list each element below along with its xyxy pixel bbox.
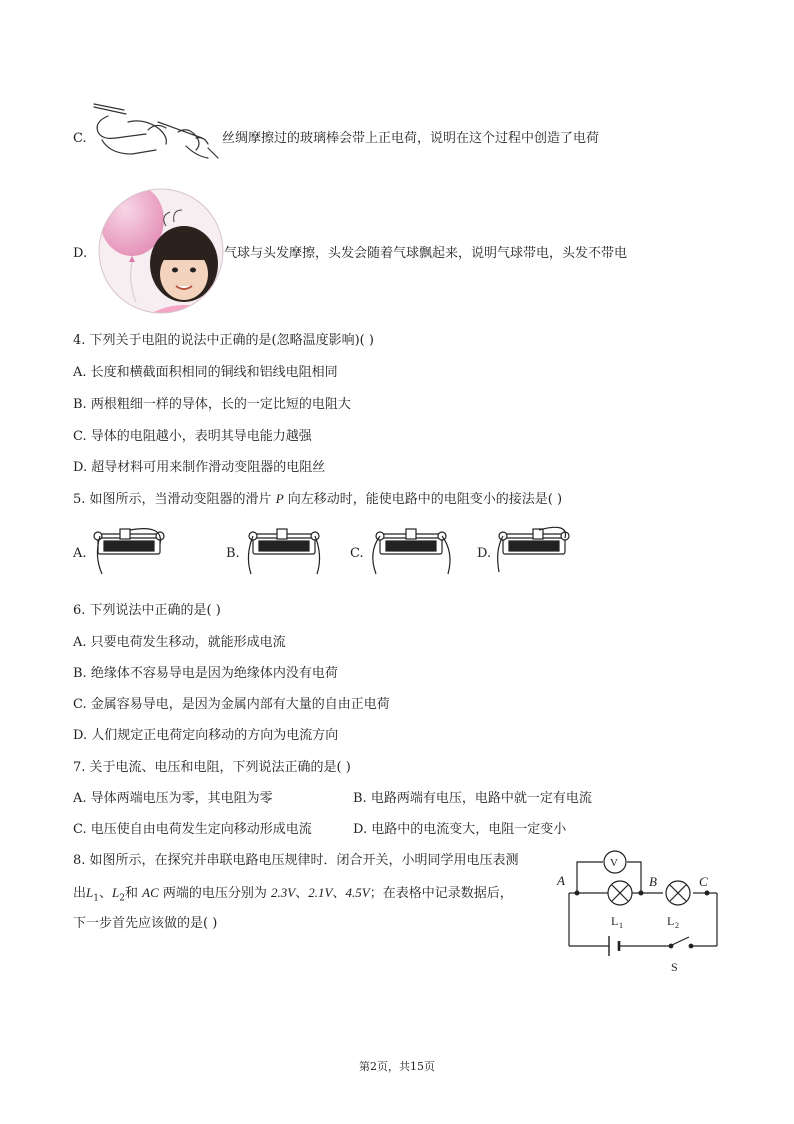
q4-option-a: A. 长度和横截面积相同的铜线和铝线电阻相同	[73, 365, 338, 380]
q8-sep-3: 、	[332, 886, 346, 901]
q8-v1: 2.3V	[271, 885, 296, 900]
q8-line-1: 8. 如图所示，在探究并串联电路电压规律时．闭合开关，小明同学用电压表测	[73, 853, 519, 868]
q6-option-b: B. 绝缘体不容易导电是因为绝缘体内没有电荷	[73, 666, 338, 681]
q6-option-c: C. 金属容易导电，是因为金属内部有大量的自由正电荷	[73, 697, 390, 712]
q8-v3: 4.5V	[345, 885, 370, 900]
q8-sep-2: 、	[295, 886, 309, 901]
page-number-footer: 第2页，共15页	[359, 1060, 435, 1073]
rheostat-diagram-c	[368, 524, 458, 576]
q3-option-d-label: D.	[73, 246, 88, 261]
rheostat-diagram-b	[245, 524, 325, 576]
lamp-1-sub: 1	[619, 921, 623, 930]
switch-label: S	[671, 960, 678, 974]
q7-stem: 7. 关于电流、电压和电阻，下列说法正确的是( )	[73, 760, 351, 775]
q7-option-d: D. 电路中的电流变大，电阻一定变小	[353, 822, 567, 837]
circuit-label-a: A	[557, 873, 565, 888]
voltmeter-label: V	[610, 857, 618, 869]
lamp-2-sub: 2	[675, 921, 679, 930]
q8-line-2	[73, 885, 513, 907]
q6-option-a: A. 只要电荷发生移动，就能形成电流	[73, 635, 286, 650]
q5-option-c-label: C.	[350, 546, 364, 561]
q4-option-b: B. 两根粗细一样的导体，长的一定比短的电阻大	[73, 397, 351, 412]
lamp-2-label: L	[667, 914, 675, 928]
q8-l2: L	[112, 885, 120, 900]
q3-option-d-text: 气球与头发摩擦，头发会随着气球飘起来，说明气球带电，头发不带电	[224, 246, 628, 261]
q4-option-d: D. 超导材料可用来制作滑动变阻器的电阻丝	[73, 460, 326, 475]
q5-option-d-label: D.	[477, 546, 492, 561]
q5-slider-variable: P	[275, 491, 284, 506]
q5-stem-part-b: 向左移动时，能使电路中的电阻变小的接法是( )	[287, 492, 563, 507]
series-circuit-diagram	[555, 848, 725, 978]
q7-option-c: C. 电压使自由电荷发生定向移动形成电流	[73, 822, 312, 837]
q8-prefix: 出	[73, 886, 87, 901]
balloon-girl-photo	[96, 186, 226, 316]
q8-suffix: ；在表格中记录数据后，	[369, 886, 513, 901]
q3-option-c-label: C.	[73, 131, 87, 146]
q8-ac: AC	[142, 885, 159, 900]
q4-stem: 4. 下列关于电阻的说法中正确的是(忽略温度影响)( )	[73, 333, 374, 348]
q8-l1: L	[86, 885, 94, 900]
circuit-label-c: C	[699, 874, 708, 889]
q5-stem	[73, 491, 562, 508]
q8-l2-sub: 2	[119, 893, 125, 904]
q8-and: 和	[124, 886, 138, 901]
q8-mid: 两端的电压分别为	[162, 886, 267, 901]
rheostat-diagram-a	[90, 524, 170, 576]
circuit-label-b: B	[649, 874, 657, 889]
q7-option-b: B. 电路两端有电压，电路中就一定有电流	[353, 791, 592, 806]
q5-stem-part-a: 5. 如图所示，当滑动变阻器的滑片	[73, 492, 272, 507]
lamp-1-label: L	[611, 914, 619, 928]
q4-option-c: C. 导体的电阻越小，表明其导电能力越强	[73, 429, 312, 444]
q8-line-3: 下一步首先应该做的是( )	[73, 916, 218, 931]
q6-option-d: D. 人们规定正电荷定向移动的方向为电流方向	[73, 728, 339, 743]
q5-option-b-label: B.	[226, 546, 240, 561]
q6-stem: 6. 下列说法中正确的是( )	[73, 603, 221, 618]
q8-l1-sub: 1	[93, 893, 99, 904]
q5-option-a-label: A.	[73, 546, 87, 561]
q7-option-a: A. 导体两端电压为零，其电阻为零	[73, 791, 273, 806]
rubbing-glass-rod-illustration	[88, 100, 220, 170]
q3-option-c-text: 丝绸摩擦过的玻璃棒会带上正电荷，说明在这个过程中创造了电荷	[222, 131, 600, 146]
q8-sep: 、	[98, 886, 112, 901]
q8-v2: 2.1V	[308, 885, 333, 900]
rheostat-diagram-d	[495, 524, 575, 576]
